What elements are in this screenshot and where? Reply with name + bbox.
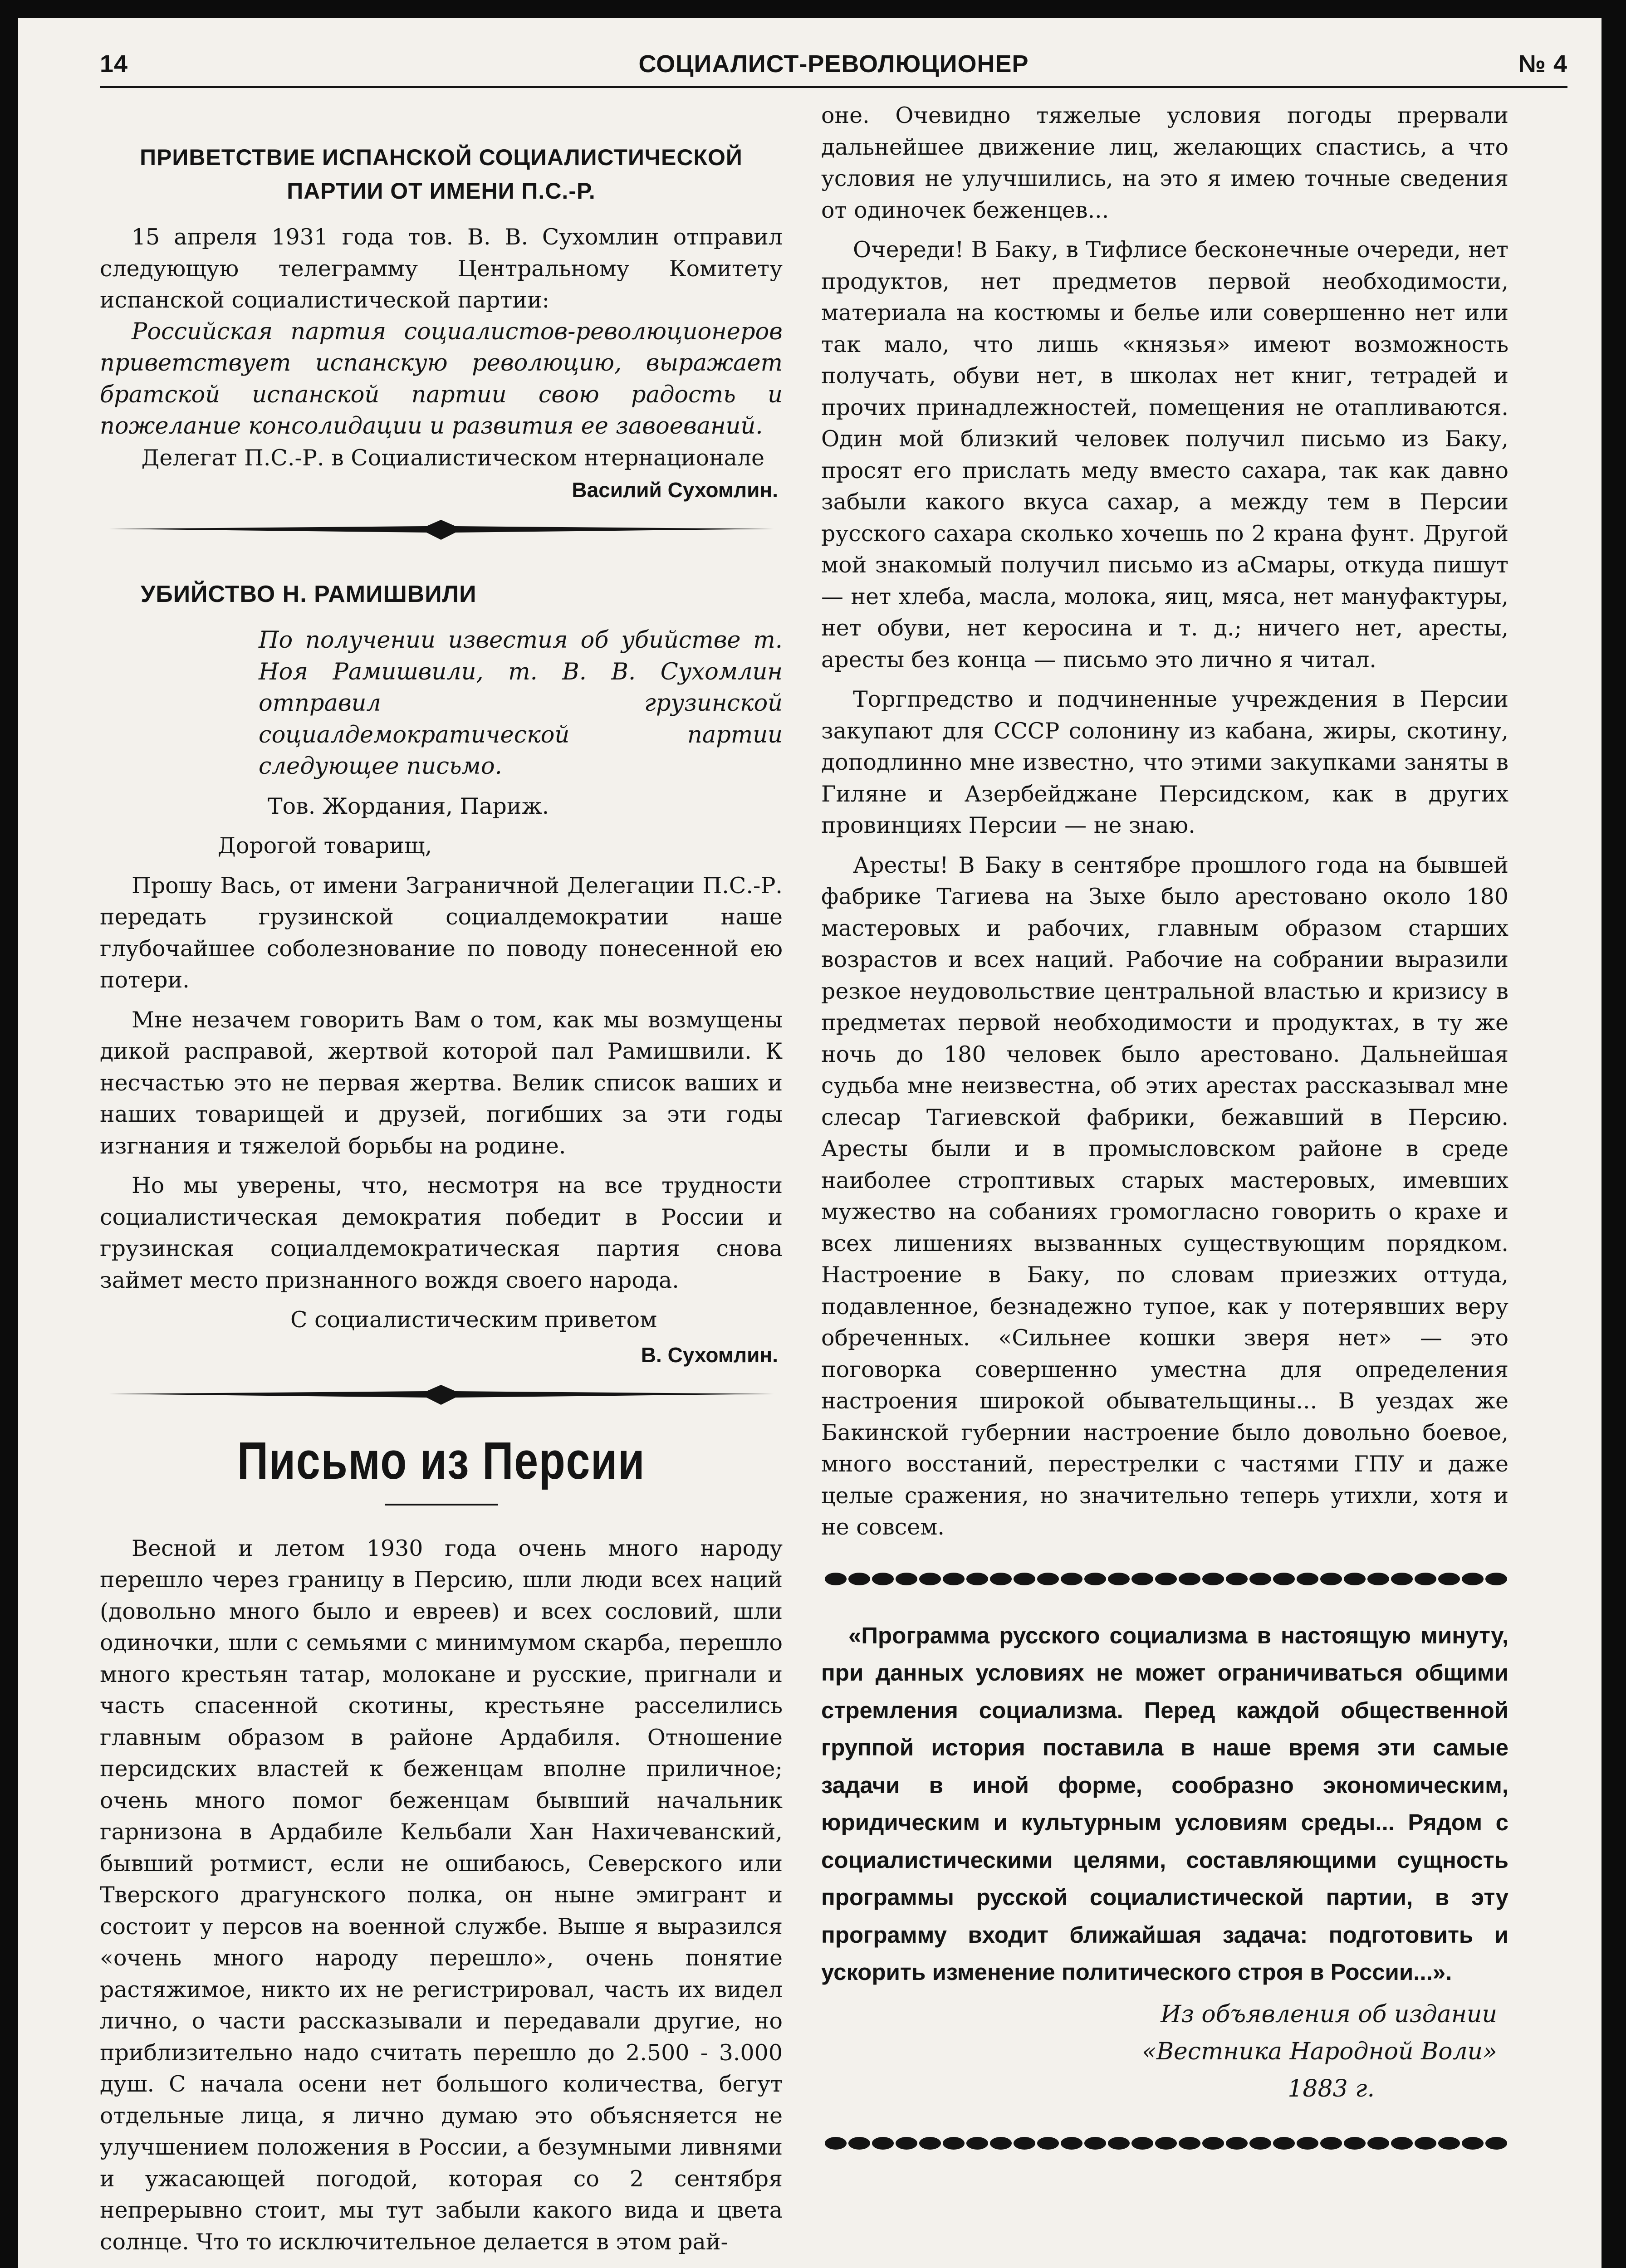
- murder-paragraph-1: Прошу Вась, от имени Заграничной Делегации П.С.-Р. передать грузинской социалдемократии наше глубочайшее соболезнование по поводу понесенной ею потери.: [100, 872, 783, 993]
- chain-link: [943, 2137, 965, 2150]
- page-header: [100, 50, 1567, 86]
- chain-link: [1320, 2137, 1342, 2150]
- chain-link: [1037, 2137, 1059, 2150]
- letter-title: Письмо из Персии: [237, 1431, 646, 1490]
- chain-link: [848, 1573, 870, 1585]
- chain-link: [825, 2137, 847, 2150]
- chain-link: [1108, 1573, 1130, 1585]
- chain-link: [1249, 2137, 1271, 2150]
- chain-link: [1202, 1573, 1224, 1585]
- chain-link: [990, 1573, 1012, 1585]
- greeting-intro: 15 апреля 1931 года тов. В. В. Сухомлин отправил следующую телеграмму Центральному Комитету испанской социалистической партии:: [100, 224, 783, 313]
- quote-source-line3: 1883 г.: [1288, 2075, 1375, 2102]
- chain-link: [1014, 1573, 1035, 1585]
- murder-salutation: Дорогой товарищ,: [218, 833, 432, 859]
- chain-link: [1273, 1573, 1295, 1585]
- page-number: 14: [100, 50, 128, 78]
- chain-link: [1226, 1573, 1248, 1585]
- chain-link: [966, 2137, 988, 2150]
- chain-link: [1155, 2137, 1177, 2150]
- chain-link: [1014, 2137, 1035, 2150]
- chain-link: [1202, 2137, 1224, 2150]
- chain-link: [1438, 1573, 1460, 1585]
- diamond-divider: [100, 516, 783, 543]
- letter-paragraph-left: Весной и летом 1930 года очень много народу перешло через границу в Персию, шли люди всех наций (довольно много было и евреев) и всех сословий, шли одиночки, шли с семьями с минимумом скарба, перешло много крестьян татар, молокане и русские, пригнали и часть спасенной скотины, крестьяне расселились главным образом в районе Ардабиля. Отношение персидских властей к беженцам вполне приличное; очень много помог беженцам бывший начальник гарнизона в Ардабиле Кельбали Хан Нахичеванский, бывший ротмист, если не ошибаюсь, Северского или Тверского драгунского полка, он ныне эмигрант и состоит у персов на военной службе. Выше я выразился «очень много народу перешло», очень понятие растяжимое, никто их не регистрировал, часть их видел лично, о части рассказывали и передавали другие, но приблизительно надо считать перешло до 2.500 - 3.000 душ. С начала осени нет большого количества, бегут отдельные лица, я лично думаю это объясняется не улучшением положения в России, а безумными ливнями и ужасающей погодой, которая со 2 сентября непрерывно стоит, мы тут забыли какого вида и цвета солнце. Что то исключительное делается в этом рай-: [100, 1535, 783, 2255]
- chain-link: [1391, 2137, 1413, 2150]
- letter-title-rule: [385, 1504, 498, 1505]
- quote-source-line2: «Вестника Народной Воли»: [1142, 2038, 1497, 2065]
- greeting-title: [100, 141, 783, 208]
- greeting-title-line1: ПРИВЕТСТВИЕ ИСПАНСКОЙ СОЦИАЛИСТИЧЕСКОЙ: [140, 145, 743, 170]
- chain-link: [1462, 1573, 1484, 1585]
- greeting-delegate: Делегат П.С.-Р. в Социалистическом нтернационале: [141, 445, 764, 471]
- chain-link: [919, 2137, 941, 2150]
- chain-link: [1179, 2137, 1200, 2150]
- letter-paragraph-right-4: Аресты! В Баку в сентябре прошлого года на бывшей фабрике Тагиева на Зыхе было арестовано около 180 мастеровых и рабочих, главным образом старших возрастов и всех наций. Рабочие на собрании выразили резкое неудовольствие центральной властью и кризису в предметах первой необходимости и продуктах, в ту же ночь до 180 человек было арестовано. Дальнейшая судьба мне неизвестна, об этих арестах рассказывал мне слесар Тагиевской фабрики, бежавший в Персию. Аресты были и в промысловском районе в среде наиболее строптивых старых мастеровых, имевших мужество на собаниях громогласно говорить о крахе и всех лишениях вызванных существующим порядком. Настроение в Баку, по словам приезжих оттуда, подавленное, безнадежно тупое, как у потерявших веру обреченных. «Сильнее кошки зверя нет» — это поговорка совершенно уместна для определения настроения широкой обывательщины... В уездах же Бакинской губернии настроение было довольно боевое, много восстаний, перестрелки с частями ГПУ и даже целые сражения, но значительно теперь утихли, хотя и не совсем.: [821, 852, 1508, 1540]
- chain-link: [919, 1573, 941, 1585]
- chain-link: [1367, 2137, 1389, 2150]
- chain-link: [1344, 2137, 1366, 2150]
- quote-text: «Программа русского социализма в настоящую минуту, при данных условиях не может ограничиваться общими стремления социализма. Перед каждой общественной группой история поставила в наше время эти самые задачи в иной форме, сообразно экономическим, юридическим и культурным условиям среды... Рядом с социалистическими целями, составляющими сущность программы русской социалистической партии, в эту программу входит ближайшая задача: подготовить и ускорить изменение политического строя в России...».: [821, 1622, 1508, 1985]
- newspaper-page: [18, 18, 1602, 2268]
- greeting-telegram: Российская партия социалистов-революционеров приветствует испанскую революцию, выражает братской испанской партии свою радость и пожелание консолидации и развития ее завоеваний.: [100, 318, 783, 440]
- chain-link: [1273, 2137, 1295, 2150]
- right-column: [821, 100, 1508, 2179]
- chain-link: [1226, 2137, 1248, 2150]
- chain-link: [1462, 2137, 1484, 2150]
- chain-link: [1320, 1573, 1342, 1585]
- chain-link: [825, 1573, 847, 1585]
- letter-paragraph-right-3: Торгпредство и подчиненные учреждения в Персии закупают для СССР солонину из кабана, жиры, скотину, доподлинно мне известно, что этими закупками заняты в Гиляне и Азербейджане Персидском, как в других провинциях Персии — не знаю.: [821, 686, 1508, 838]
- chain-link: [1344, 1573, 1366, 1585]
- chain-link: [1297, 1573, 1318, 1585]
- murder-paragraph-2: Мне незачем говорить Вам о том, как мы возмущены дикой расправой, жертвой которой пал Рамишвили. К несчастью это не первая жертва. Велик список ваших и наших товарищей и друзей, погибших за эти годы изгнания и тяжелой борьбы на родине.: [100, 1007, 783, 1159]
- murder-title: УБИЙСТВО Н. РАМИШВИЛИ: [141, 581, 477, 607]
- newspaper-title: СОЦИАЛИСТ-РЕВОЛЮЦИОНЕР: [638, 50, 1029, 78]
- chain-link: [1037, 1573, 1059, 1585]
- diamond-divider-2: [100, 1381, 783, 1408]
- chain-link: [1391, 1573, 1413, 1585]
- chain-link: [848, 2137, 870, 2150]
- chain-link: [1297, 2137, 1318, 2150]
- greeting-title-line2: ПАРТИИ ОТ ИМЕНИ П.С.-Р.: [287, 178, 596, 204]
- chain-link: [896, 1573, 917, 1585]
- chain-link: [1131, 1573, 1153, 1585]
- murder-signature: В. Сухомлин.: [641, 1343, 778, 1367]
- murder-lead: По получении известия об убийстве т. Ноя Рамишвили, т. В. В. Сухомлин отправил грузинской социалдемократической партии следующее письмо.: [259, 627, 783, 780]
- murder-address: Тов. Жордания, Париж.: [268, 793, 549, 819]
- chain-link: [1061, 2137, 1082, 2150]
- chain-divider-bottom: [821, 2132, 1508, 2154]
- chain-link: [1485, 2137, 1507, 2150]
- letter-paragraph-right-1: оне. Очевидно тяжелые условия погоды прервали дальнейшее движение лиц, желающих спастись, а что условия не улучшились, на это я имею точные сведения от одиночек беженцев...: [821, 103, 1508, 223]
- chain-link: [1131, 2137, 1153, 2150]
- murder-paragraph-3: Но мы уверены, что, несмотря на все трудности социалистическая демократия победит в России и грузинская социалдемократическая партия снова займет место признанного вождя своего народа.: [100, 1173, 783, 1293]
- chain-link: [1249, 1573, 1271, 1585]
- chain-link: [1061, 1573, 1082, 1585]
- header-rule: [100, 86, 1567, 88]
- chain-link: [943, 1573, 965, 1585]
- quote-source-line1: Из объявления об издании: [1161, 2000, 1497, 2028]
- issue-number: № 4: [1518, 50, 1567, 78]
- left-column: [100, 141, 783, 2258]
- chain-link: [1415, 2137, 1436, 2150]
- letter-paragraph-right-2: Очереди! В Баку, в Тифлисе бесконечные очереди, нет продуктов, нет предметов первой необходимости, материала на костюмы и белье или совершенно нет или так мало, что лишь «князья» имеют возможность получать, обуви нет, в школах нет книг, тетрадей и прочих принадлежностей, помещения не отапливаются. Один мой близкий человек получил письмо из Баку, просят его прислать меду вместо сахара, так как давно забыли какого вкуса сахар, а между тем в Персии русского сахара сколько хочешь по 2 крана фунт. Другой мой знакомый получил письмо из аСмары, откуда пишут — нет хлеба, масла, молока, яиц, мяса, нет мануфактуры, нет обуви, нет керосина и т. д.; ничего нет, аресты, аресты без конца — письмо это лично я читал.: [821, 237, 1508, 673]
- chain-link: [896, 2137, 917, 2150]
- chain-link: [1367, 1573, 1389, 1585]
- murder-closing: С социалистическим приветом: [290, 1307, 657, 1333]
- chain-link: [1084, 1573, 1106, 1585]
- greeting-signature: Василий Сухомлин.: [572, 478, 778, 502]
- chain-link: [872, 1573, 894, 1585]
- chain-link: [1155, 1573, 1177, 1585]
- chain-link: [966, 1573, 988, 1585]
- quote-source: [821, 1996, 1508, 2107]
- chain-link: [1108, 2137, 1130, 2150]
- chain-link: [990, 2137, 1012, 2150]
- chain-divider-top: [821, 1568, 1508, 1590]
- chain-link: [1415, 1573, 1436, 1585]
- chain-link: [1179, 1573, 1200, 1585]
- chain-link: [1485, 1573, 1507, 1585]
- chain-link: [1084, 2137, 1106, 2150]
- chain-link: [872, 2137, 894, 2150]
- chain-link: [1438, 2137, 1460, 2150]
